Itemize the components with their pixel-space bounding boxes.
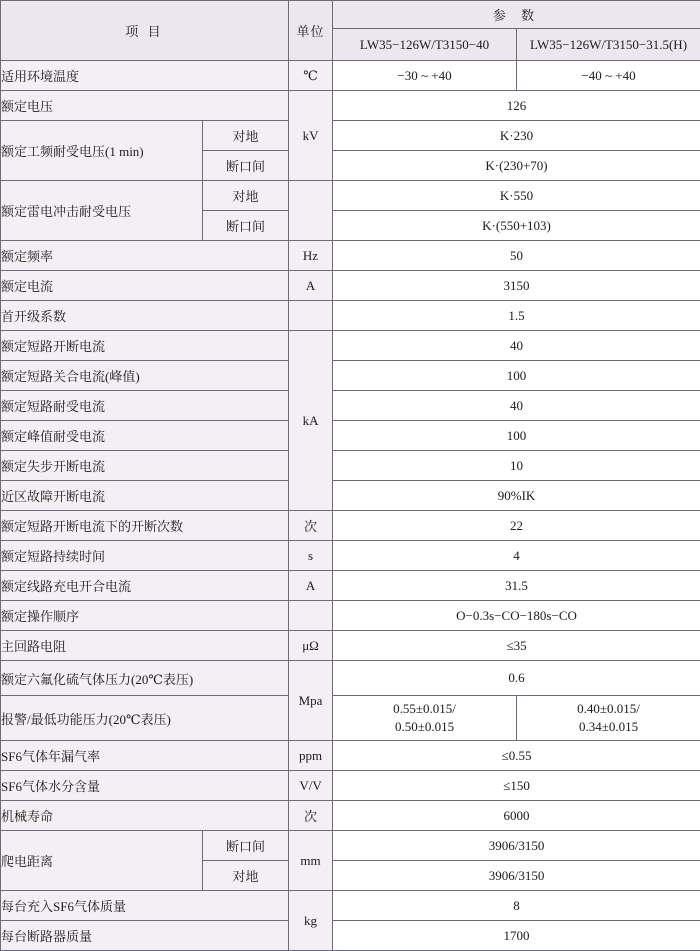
row-label: 额定线路充电开合电流	[1, 571, 289, 601]
table-row	[1, 331, 700, 361]
row-label: 额定电压	[1, 91, 289, 121]
table-row	[1, 181, 700, 211]
row-sublabel-earth: 对地	[203, 861, 289, 891]
row-value: ≤35	[333, 631, 700, 661]
row-value: 40	[333, 391, 700, 421]
table-row	[1, 541, 700, 571]
table-row	[1, 391, 700, 421]
row-label: 适用环境温度	[1, 61, 289, 91]
table-row	[1, 601, 700, 631]
row-unit: A	[289, 571, 333, 601]
header-parameter-group: 参 数	[333, 1, 700, 29]
row-value: 40	[333, 331, 700, 361]
row-value-2: −40 ~ +40	[517, 61, 700, 91]
row-unit: μΩ	[289, 631, 333, 661]
row-value: 10	[333, 451, 700, 481]
table-row	[1, 421, 700, 451]
row-value: 6000	[333, 801, 700, 831]
row-value: 3150	[333, 271, 700, 301]
row-unit: kV	[289, 91, 333, 181]
row-label: 爬电距离	[1, 831, 203, 891]
header-model-1: LW35−126W/T3150−40	[333, 29, 517, 61]
table-row	[1, 631, 700, 661]
row-label: 额定短路开断电流下的开断次数	[1, 511, 289, 541]
table-row	[1, 921, 700, 951]
table-row	[1, 61, 700, 91]
row-sublabel-break: 断口间	[203, 211, 289, 241]
row-unit: ppm	[289, 741, 333, 771]
table-row	[1, 831, 700, 861]
row-label: 报警/最低功能压力(20℃表压)	[1, 696, 289, 741]
row-sublabel-break: 断口间	[203, 831, 289, 861]
row-unit: kg	[289, 891, 333, 951]
row-value-break: K·(230+70)	[333, 151, 700, 181]
row-label: 首开级系数	[1, 301, 289, 331]
row-unit: kA	[289, 331, 333, 511]
table-row	[1, 361, 700, 391]
row-value-earth: K·550	[333, 181, 700, 211]
row-value-1: 0.55±0.015/ 0.50±0.015	[333, 696, 517, 741]
row-value-2: 0.40±0.015/ 0.34±0.015	[517, 696, 700, 741]
row-label: 机械寿命	[1, 801, 289, 831]
table-row	[1, 481, 700, 511]
row-label: 每台充入SF6气体质量	[1, 891, 289, 921]
row-unit: mm	[289, 831, 333, 891]
row-label: 额定短路开断电流	[1, 331, 289, 361]
row-value: 8	[333, 891, 700, 921]
row-sublabel-earth: 对地	[203, 181, 289, 211]
row-value: 100	[333, 421, 700, 451]
table-row	[1, 451, 700, 481]
row-value: 1700	[333, 921, 700, 951]
row-label: 额定电流	[1, 271, 289, 301]
table-row	[1, 891, 700, 921]
table-header-row-1	[1, 1, 700, 29]
row-value: 22	[333, 511, 700, 541]
row-value: 126	[333, 91, 700, 121]
row-value: ≤0.55	[333, 741, 700, 771]
table-row	[1, 271, 700, 301]
table-row	[1, 301, 700, 331]
row-unit: V/V	[289, 771, 333, 801]
row-value: 100	[333, 361, 700, 391]
row-value-break: K·(550+103)	[333, 211, 700, 241]
row-label: 额定六氟化硫气体压力(20℃表压)	[1, 661, 289, 696]
row-unit: Hz	[289, 241, 333, 271]
row-value: 31.5	[333, 571, 700, 601]
row-label: 额定操作顺序	[1, 601, 289, 631]
table-row	[1, 771, 700, 801]
header-unit: 单位	[289, 1, 333, 61]
row-sublabel-earth: 对地	[203, 121, 289, 151]
table-row	[1, 696, 700, 741]
row-label: 额定短路持续时间	[1, 541, 289, 571]
header-model-2: LW35−126W/T3150−31.5(H)	[517, 29, 700, 61]
table-row	[1, 91, 700, 121]
row-unit: 次	[289, 511, 333, 541]
table-row	[1, 741, 700, 771]
row-unit	[289, 181, 333, 241]
row-label: 主回路电阻	[1, 631, 289, 661]
row-label: 额定短路耐受电流	[1, 391, 289, 421]
row-unit	[289, 301, 333, 331]
row-unit: Mpa	[289, 661, 333, 741]
row-value: 0.6	[333, 661, 700, 696]
row-value-1: −30 ~ +40	[333, 61, 517, 91]
table-row	[1, 801, 700, 831]
row-unit: ℃	[289, 61, 333, 91]
table-row	[1, 511, 700, 541]
table-row	[1, 571, 700, 601]
row-value-earth: K·230	[333, 121, 700, 151]
row-value: O−0.3s−CO−180s−CO	[333, 601, 700, 631]
table-row	[1, 661, 700, 696]
row-label: 额定短路关合电流(峰值)	[1, 361, 289, 391]
row-value: ≤150	[333, 771, 700, 801]
row-label: 额定频率	[1, 241, 289, 271]
row-label: 额定峰值耐受电流	[1, 421, 289, 451]
row-label: SF6气体水分含量	[1, 771, 289, 801]
row-unit: 次	[289, 801, 333, 831]
header-item: 项 目	[1, 1, 289, 61]
row-value-earth: 3906/3150	[333, 861, 700, 891]
row-value: 4	[333, 541, 700, 571]
row-value: 1.5	[333, 301, 700, 331]
row-label: 额定工频耐受电压(1 min)	[1, 121, 203, 181]
row-label: 额定失步开断电流	[1, 451, 289, 481]
row-value: 50	[333, 241, 700, 271]
table-row	[1, 241, 700, 271]
row-label: 每台断路器质量	[1, 921, 289, 951]
row-label: SF6气体年漏气率	[1, 741, 289, 771]
row-label: 额定雷电冲击耐受电压	[1, 181, 203, 241]
row-value: 90%IK	[333, 481, 700, 511]
row-unit: s	[289, 541, 333, 571]
row-sublabel-break: 断口间	[203, 151, 289, 181]
row-label: 近区故障开断电流	[1, 481, 289, 511]
row-value-break: 3906/3150	[333, 831, 700, 861]
table-row	[1, 121, 700, 151]
row-unit	[289, 601, 333, 631]
row-unit: A	[289, 271, 333, 301]
